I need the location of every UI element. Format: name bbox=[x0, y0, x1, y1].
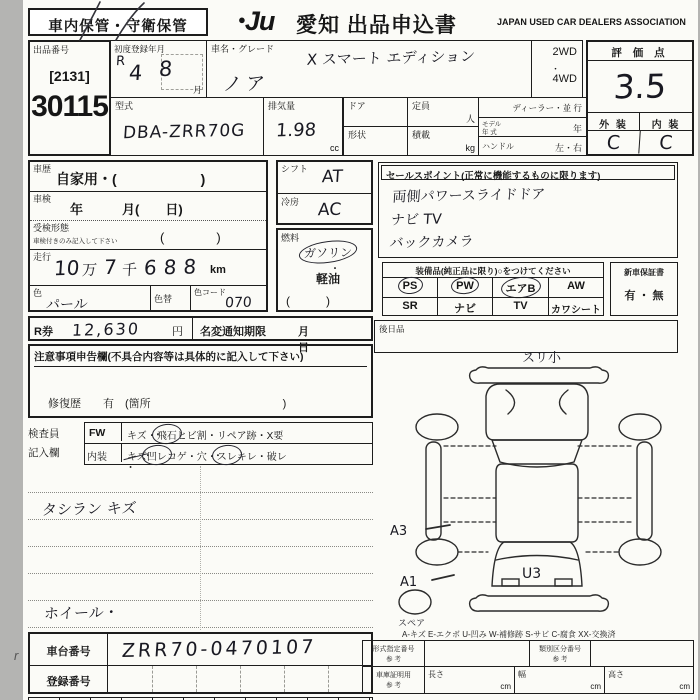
equip-navi: ナビ bbox=[454, 303, 476, 315]
sales-point: バックカメラ bbox=[388, 233, 475, 252]
page-subtitle: JAPAN USED CAR DEALERS ASSOCIATION bbox=[497, 17, 686, 27]
equip-aw: AW bbox=[567, 280, 585, 292]
model-code-value: DBA-ZRR70G bbox=[122, 120, 246, 144]
mileage-sen: 7 bbox=[103, 254, 118, 280]
shift-ac-box bbox=[276, 160, 373, 225]
equip-ps: PS bbox=[402, 280, 418, 292]
car-name-label: 車名・グレード bbox=[211, 44, 275, 54]
chassis-table bbox=[28, 632, 373, 694]
history-row bbox=[30, 162, 266, 192]
warranty-options: 有 ・ 無 bbox=[624, 290, 664, 302]
sales-points-lines bbox=[389, 183, 546, 255]
fuel-paren: ( ) bbox=[286, 294, 330, 308]
handle-options: 左・右 bbox=[554, 143, 582, 153]
rticket-label: R券 bbox=[34, 326, 53, 338]
drive-2wd: 2WD bbox=[552, 46, 577, 58]
height-unit: cm bbox=[679, 682, 690, 691]
capacity-label: 定員 bbox=[412, 101, 431, 111]
notice-header: 注意事項申告欄(不具合内容等は具体的に記入して下さい) bbox=[34, 349, 367, 367]
notice-box bbox=[28, 344, 373, 418]
mileage-row bbox=[30, 250, 266, 286]
interior-label: 内 装 bbox=[651, 120, 681, 131]
shape-box bbox=[343, 126, 408, 156]
history-label: 車歴 bbox=[33, 164, 52, 174]
drive-dot: ・ bbox=[550, 64, 560, 74]
inspector-label: 検査員 記入欄 bbox=[28, 428, 60, 459]
mileage-man: 10 bbox=[53, 255, 81, 281]
sales-point: ナビ TV bbox=[390, 211, 443, 229]
length-label: 長さ bbox=[428, 670, 444, 679]
mileage-rest: 688 bbox=[143, 254, 205, 280]
name-change-units: 月 日 bbox=[298, 326, 361, 354]
type-number-row bbox=[362, 640, 694, 667]
repair-history-line: 修復歴 有 (箇所 ) bbox=[48, 398, 287, 410]
displacement-label: 排気量 bbox=[268, 101, 296, 111]
lot-number-box bbox=[28, 40, 111, 156]
sales-points-header: セールスポイント(正常に機能するものに限ります) bbox=[381, 165, 675, 180]
garage-cert-label: 車庫証明用 bbox=[376, 672, 411, 679]
jyuken-label: 受検形態 bbox=[33, 223, 70, 233]
fuel-gasoline: ガソリン bbox=[303, 245, 353, 261]
class-number-ref: 参 考 bbox=[552, 656, 568, 663]
rticket-row bbox=[28, 316, 373, 354]
handle-label: ハンドル bbox=[482, 142, 514, 151]
equipment-box bbox=[382, 262, 604, 316]
color-value: パール bbox=[45, 296, 89, 314]
inspector-fw-row bbox=[84, 422, 373, 444]
diagram-mark-a1: A1 bbox=[400, 575, 418, 590]
grade-value: X スマート エディション bbox=[306, 47, 476, 69]
car-name-value: ノア bbox=[222, 72, 270, 96]
registration-number-row bbox=[30, 666, 371, 692]
chassis-number-label: 車台番号 bbox=[30, 634, 108, 665]
door-box bbox=[343, 97, 408, 127]
class-number-label: 類別区分番号 bbox=[539, 646, 581, 653]
spare-label: スペア bbox=[398, 619, 426, 629]
load-unit: kg bbox=[465, 143, 475, 153]
shaken-label: 車検 bbox=[33, 194, 52, 204]
lot-number-label: 出品番号 bbox=[33, 45, 70, 55]
reg-year-value: 4 bbox=[128, 60, 144, 86]
model-code-box bbox=[110, 97, 264, 156]
diagram-note-top: スリ小 bbox=[522, 351, 562, 366]
displacement-box bbox=[263, 97, 343, 156]
diagram-mark-u3: U3 bbox=[522, 566, 542, 582]
shift-label: シフト bbox=[281, 164, 309, 174]
score-label: 評 価 点 bbox=[588, 42, 692, 61]
fuel-box bbox=[276, 228, 373, 312]
load-box bbox=[407, 126, 479, 156]
name-change-label: 名変通知期限 bbox=[200, 326, 266, 338]
registration-number-label: 登録番号 bbox=[30, 666, 108, 692]
shape-label: 形状 bbox=[348, 130, 367, 140]
sales-point: 両側パワースライドドア bbox=[391, 186, 546, 206]
man-unit: 万 bbox=[81, 260, 98, 280]
exterior-grade: C bbox=[587, 130, 641, 154]
storage-stamp-box bbox=[28, 8, 208, 36]
inspector-note-1: タシラン キズ bbox=[41, 499, 138, 519]
shaken-row bbox=[30, 192, 266, 221]
displacement-unit: cc bbox=[330, 143, 339, 153]
warranty-box bbox=[610, 262, 678, 316]
drive-type-box bbox=[531, 40, 583, 98]
page-title: 愛知 出品申込書 bbox=[296, 14, 457, 37]
km-unit: km bbox=[210, 264, 226, 276]
mileage-label: 走行 bbox=[33, 252, 52, 262]
exterior-label: 外 装 bbox=[588, 113, 640, 130]
width-label: 幅 bbox=[518, 670, 526, 679]
width-unit: cm bbox=[590, 682, 601, 691]
equip-airbag: エアB bbox=[506, 280, 536, 296]
type-number-label: 形式指定番号 bbox=[372, 646, 415, 653]
door-label: ドア bbox=[348, 101, 366, 111]
notes-area bbox=[28, 466, 373, 630]
garage-cert-ref: 参 考 bbox=[386, 682, 401, 689]
inspector-note-2: ホイール・ bbox=[43, 603, 120, 623]
score-value: 3.5 bbox=[612, 66, 668, 107]
sales-points-box bbox=[378, 162, 678, 258]
model-year-label2: 年 式 bbox=[482, 129, 497, 136]
jyuken-paren: ( ) bbox=[160, 230, 221, 245]
color-label: 色 bbox=[33, 288, 43, 298]
interior-grade: C bbox=[658, 131, 674, 155]
chassis-number-value: ZRR70-0470107 bbox=[121, 635, 317, 663]
equipment-header: 装備品(純正品に限り)○をつけてください bbox=[383, 263, 603, 278]
warranty-label: 新車保証書 bbox=[624, 268, 664, 277]
equip-pw: PW bbox=[456, 280, 474, 292]
era-value: R bbox=[115, 53, 126, 70]
dealer-parallel-label: ディーラー・並 行 bbox=[479, 98, 586, 118]
capacity-unit: 人 bbox=[465, 114, 475, 124]
rticket-value: 12,630 bbox=[71, 319, 141, 340]
yen-unit: 円 bbox=[172, 326, 183, 338]
dealer-box bbox=[478, 97, 587, 156]
equip-tv: TV bbox=[513, 300, 528, 312]
shaken-value: 年 月( 日) bbox=[70, 202, 183, 217]
stray-pen-mark: r bbox=[14, 648, 19, 663]
member-code: [2131] bbox=[49, 68, 90, 84]
drive-4wd: 4WD bbox=[552, 73, 577, 85]
type-number-ref: 参 考 bbox=[386, 656, 401, 663]
storage-stamp-label: 車内保管・守衛保管 bbox=[48, 19, 188, 35]
fuel-diesel: 軽油 bbox=[316, 272, 341, 286]
ju-logo: ●Ju bbox=[238, 6, 275, 36]
fuel-label: 燃料 bbox=[281, 233, 300, 243]
first-registration-box bbox=[110, 40, 207, 98]
damage-legend: A-キズ E-エクボ U-凹み W-補修跡 S-サビ C-腐食 XX-交換済 bbox=[402, 630, 616, 639]
capacity-box bbox=[407, 97, 479, 127]
equip-sr: SR bbox=[402, 300, 418, 312]
history-value: 自家用・( ) bbox=[56, 171, 206, 187]
fuel-dot: ・ bbox=[330, 264, 340, 275]
displacement-value: 1.98 bbox=[275, 119, 317, 142]
model-code-label: 型式 bbox=[115, 101, 134, 111]
jyuken-note: 車検付きのみ記入して下さい bbox=[33, 238, 118, 245]
model-year-unit: 年 bbox=[572, 124, 582, 134]
details-grid bbox=[28, 160, 268, 312]
damage-diagram bbox=[388, 346, 698, 633]
inspector-interior-row bbox=[84, 443, 373, 465]
length-unit: cm bbox=[500, 682, 511, 691]
fw-items: キズ ・ 飛石 ・ヒビ割 ・ リペア跡 ・ X要 bbox=[121, 423, 283, 441]
jyuken-row bbox=[30, 221, 266, 250]
ac-label: 冷房 bbox=[281, 197, 300, 207]
diagram-mark-a3: A3 bbox=[390, 524, 408, 539]
interior-items: キズ ・凹レ ・コゲ ・ 穴 ・ スレ ・キレ ・ 破レ bbox=[121, 444, 287, 462]
score-box bbox=[586, 40, 694, 156]
garage-size-row bbox=[362, 666, 694, 694]
later-items-label: 後日品 bbox=[379, 324, 405, 334]
car-name-box bbox=[206, 40, 532, 98]
colorcode-label: 色コード bbox=[194, 288, 226, 297]
first-registration-label: 初度登録年月 bbox=[114, 44, 166, 54]
load-label: 積載 bbox=[412, 130, 431, 140]
interior-row-label: 内装 bbox=[87, 452, 107, 463]
height-label: 高さ bbox=[608, 670, 624, 679]
recolor-label: 色替 bbox=[154, 294, 173, 304]
colorcode-value: 070 bbox=[224, 294, 253, 312]
lot-number: 30115 bbox=[31, 90, 108, 123]
shift-value: AT bbox=[321, 166, 344, 188]
reg-month-value: 8 bbox=[158, 56, 174, 82]
sen-unit: 千 bbox=[121, 260, 138, 280]
color-row bbox=[30, 286, 266, 314]
month-unit: 月 bbox=[192, 85, 202, 95]
equip-leather-seat: カワシート bbox=[551, 305, 601, 316]
fw-label: FW bbox=[89, 427, 106, 439]
model-year-label1: モデル bbox=[482, 121, 502, 128]
inspector-section bbox=[28, 422, 373, 465]
ac-value: AC bbox=[317, 199, 342, 221]
